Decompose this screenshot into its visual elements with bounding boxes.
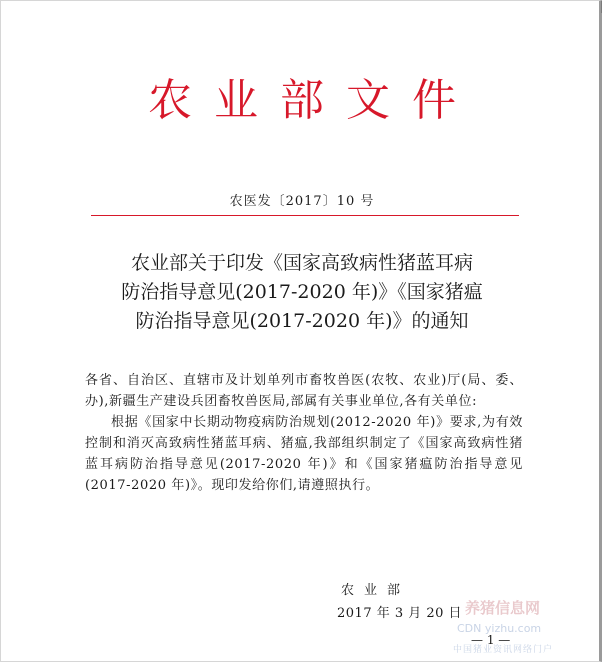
main-paragraph: 根据《国家中长期动物疫病防治规划(2012-2020 年)》要求,为有效控制和消灭高致病性猪蓝耳病、猪瘟,我部组织制定了《国家高致病性猪蓝耳病防治指导意见(2017-2020 年)》和《国家猪瘟防治指导意见(2017-2020 年)》。现印发给你们,请遵照执行。 (85, 415, 523, 493)
notice-title-line: 农业部关于印发《国家高致病性猪蓝耳病 (130, 252, 473, 274)
signature-organization: 农业部 (341, 583, 411, 598)
recipients-paragraph: 各省、自治区、直辖市及计划单列市畜牧兽医(农牧、农业)厅(局、委、办),新疆生产建设兵团畜牧兽医局,部属有关事业单位,各有关单位: (85, 373, 523, 409)
notice-title-line: 防治指导意见(2017-2020 年)》的通知 (135, 310, 469, 332)
notice-body (85, 370, 523, 496)
document-number: 农医发〔2017〕10 号 (229, 194, 375, 209)
watermark-subtitle: 中国猪业资讯网络门户 (453, 645, 554, 655)
watermark-logo: 养猪信息网 (465, 599, 541, 617)
page-number: — 1 — (471, 633, 511, 647)
notice-title-line: 防治指导意见(2017-2020 年)》《国家猪瘟 (121, 281, 483, 303)
page-corner-mark (589, 1, 602, 13)
notice-title (1, 249, 602, 336)
red-divider-line (91, 215, 519, 216)
document-header-title: 农业部文件 (148, 75, 478, 126)
watermark-url: CDN yizhu.com (457, 622, 542, 635)
signature-date: 2017 年 3 月 20 日 (337, 606, 463, 621)
